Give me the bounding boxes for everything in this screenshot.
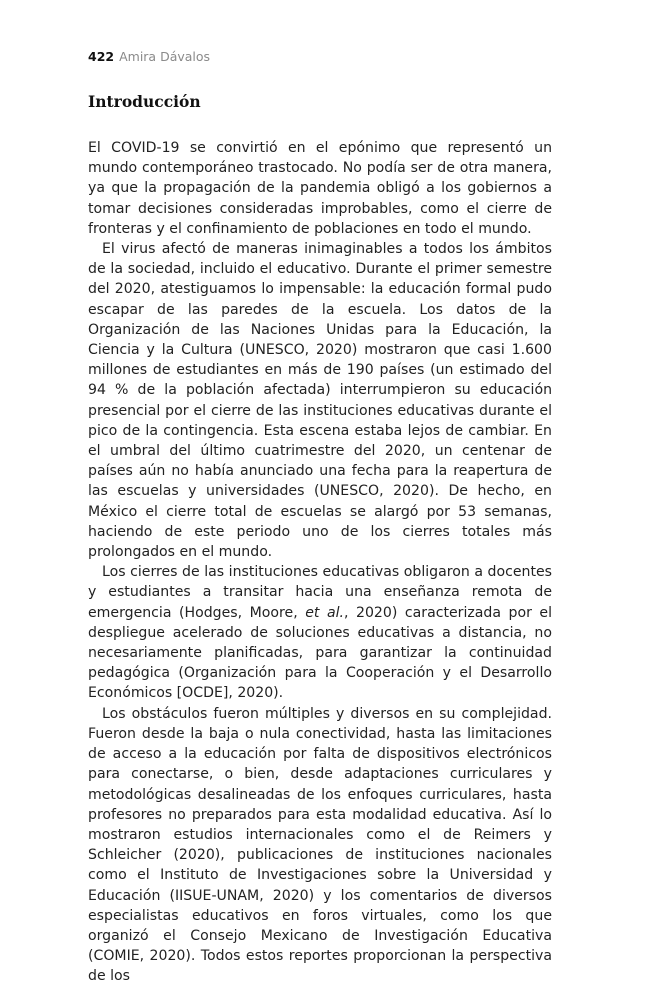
paragraph-4: Los obstáculos fueron múltiples y diversos en su complejidad. Fueron desde la baja o nula conectividad, hasta las limitaciones de acceso a la educación por falta de dispositivos electrónicos para conectarse, o bien, desde adaptaciones curriculares y metodológicas desalineadas de los enfoques curriculares, hasta profesores no preparados para esta modalidad educativa. Así lo mostraron estudios internacionales como el de Reimers y Schleicher (2020), publicaciones de instituciones nacionales como el Instituto de Investigaciones sobre la Universidad y Educación (IISUE-UNAM, 2020) y los comentarios de diversos especialistas educativos en foros virtuales, como los que organizó el Consejo Mexicano de Investigación Educativa (COMIE, 2020). Todos estos reportes proporcionan la perspectiva de los [88, 705, 552, 985]
paragraph-3-italic: et al. [305, 604, 344, 621]
paragraph-3-text-before: Los cierres de las instituciones educativas obligaron a docentes y estudiantes a transitar hacia una enseñanza remota de emergencia (Hodges, Moore, [88, 564, 552, 621]
page-number: 422 [88, 49, 115, 64]
section-heading: Introducción [88, 92, 201, 111]
body-text [88, 138, 552, 987]
running-header [88, 49, 210, 65]
paragraph-1: El COVID-19 se convirtió en el epónimo que representó un mundo contemporáneo trastocado. No podía ser de otra manera, ya que la propagación de la pandemia obligó a los gobiernos a tomar decisiones consideradas improbables, como el cierre de fronteras y el confinamiento de poblaciones en todo el mundo. [88, 140, 552, 237]
paragraph-3-text-after: , 2020) caracterizada por el despliegue acelerado de soluciones educativas a distancia, no necesariamente planificadas, para garantizar la continuidad pedagógica (Organización para la Cooperación y el Desarrollo Económicos [OCDE], 2020). [88, 604, 552, 702]
paragraph-2: El virus afectó de maneras inimaginables a todos los ámbitos de la sociedad, incluido el educativo. Durante el primer semestre del 2020, atestiguamos lo impensable: la educación formal pudo escapar de las paredes de la escuela. Los datos de la Organización de las Naciones Unidas para la Educación, la Ciencia y la Cultura (UNESCO, 2020) mostraron que casi 1.600 millones de estudiantes en más de 190 países (un estimado del 94 % de la población afectada) interrumpieron su educación presencial por el cierre de las instituciones educativas durante el pico de la contingencia. Esta escena estaba lejos de cambiar. En el umbral del último cuatrimestre del 2020, un centenar de países aún no había anunciado una fecha para la reapertura de las escuelas y universidades (UNESCO, 2020). De hecho, en México el cierre total de escuelas se alargó por 53 semanas, haciendo de este periodo uno de los cierres totales más prolongados en el mundo. [88, 241, 552, 561]
running-head-author: Amira Dávalos [119, 49, 211, 64]
paragraph-3 [88, 562, 552, 703]
